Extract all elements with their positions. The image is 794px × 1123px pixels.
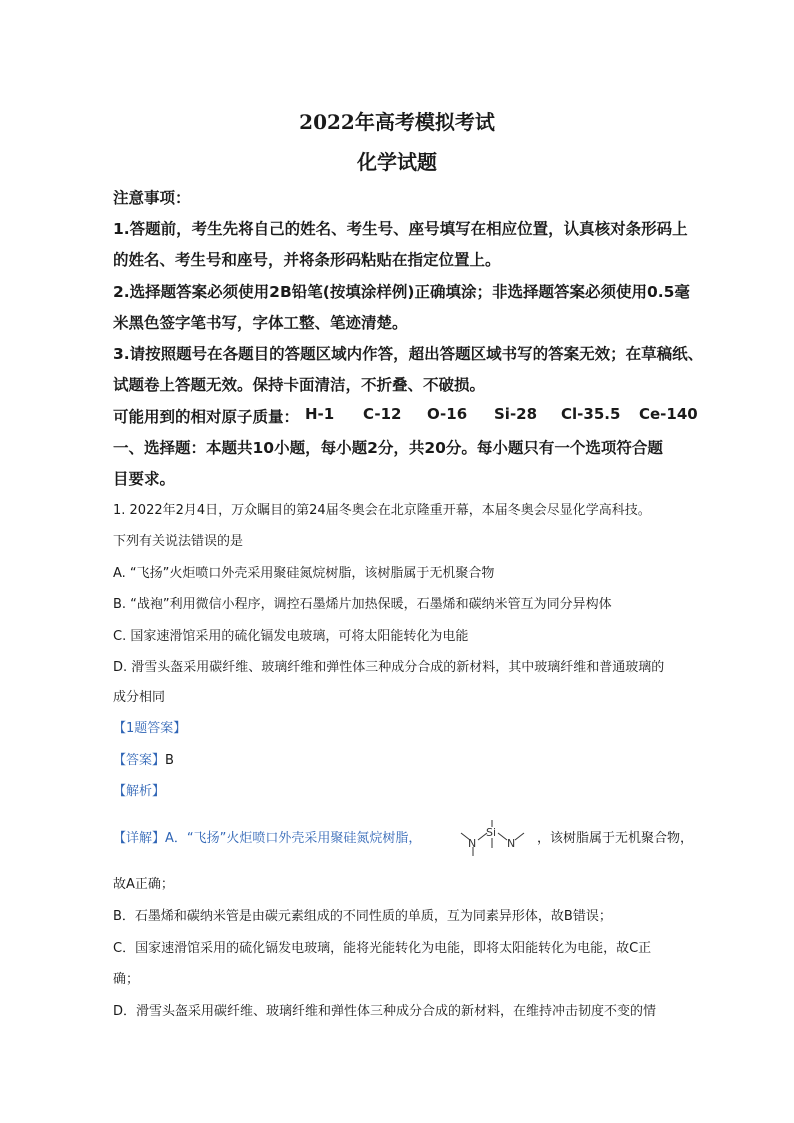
answer-value: B: [165, 753, 174, 768]
detail-line: 故A正确；: [113, 877, 174, 892]
nitrogen-atom: N: [468, 837, 477, 850]
silicon-atom: Si: [486, 826, 497, 839]
option-a: A. “飞扬”火炬喷口外壳采用聚硅氮烷树脂，该树脂属于无机聚合物: [113, 566, 495, 581]
bond: [498, 833, 507, 840]
detail-line: B．石墨烯和碳纳米管是由碳元素组成的不同性质的单质，互为同素异形体，故B错误；: [113, 909, 612, 924]
notes-line: 试题卷上答题无效。保持卡面清洁，不折叠、不破损。: [113, 376, 486, 394]
atomic-mass-item: O-16: [427, 405, 468, 423]
atomic-mass-item: Ce-140: [639, 405, 698, 423]
atomic-mass-item: H-1: [305, 405, 335, 423]
exam-subtitle: 化学试题: [357, 150, 437, 174]
section-heading: 目要求。: [113, 470, 176, 488]
option-d: D. 滑雪头盔采用碳纤维、玻璃纤维和弹性体三种成分合成的新材料，其中玻璃纤维和普通玻璃的: [113, 660, 665, 675]
exam-title: 2022年高考模拟考试: [299, 110, 495, 134]
detail-line: D．滑雪头盔采用碳纤维、玻璃纤维和弹性体三种成分合成的新材料，在维持冲击韧度不变的情: [113, 1004, 657, 1019]
option-d-cont: 成分相同: [113, 690, 166, 705]
notes-line: 3.请按照题号在各题目的答题区域内作答，超出答题区域书写的答案无效；在草稿纸、: [113, 345, 704, 363]
detail-a-text-cont: ，该树脂属于无机聚合物，: [537, 831, 694, 846]
option-c: C. 国家速滑馆采用的硫化镉发电玻璃，可将太阳能转化为电能: [113, 629, 469, 644]
atomic-mass-item: Si-28: [494, 405, 538, 423]
detail-a-text: 【详解】A．“飞扬”火炬喷口外壳采用聚硅氮烷树脂，: [113, 831, 422, 846]
question-stem: 下列有关说法错误的是: [113, 534, 244, 549]
polysilazane-structure: [456, 818, 528, 864]
bond: [515, 833, 524, 840]
answer-label: 【答案】: [113, 753, 166, 768]
detail-a-line: [113, 827, 421, 846]
notes-line: 的姓名、考生号和座号，并将条形码粘贴在指定位置上。: [113, 251, 501, 269]
atomic-mass-item: C-12: [363, 405, 402, 423]
analysis-tag: 【解析】: [113, 784, 166, 799]
notes-line: 1.答题前，考生先将自己的姓名、考生号、座号填写在相应位置，认真核对条形码上: [113, 220, 688, 238]
notes-line: 米黑色签字笔书写，字体工整、笔迹清楚。: [113, 314, 408, 332]
option-b: B. “战袍”利用微信小程序，调控石墨烯片加热保暖，石墨烯和碳纳米管互为同分异构体: [113, 597, 612, 612]
answer-line: [113, 749, 174, 768]
notes-heading: 注意事项：: [113, 189, 191, 207]
section-heading: 一、选择题：本题共10小题，每小题2分，共20分。每小题只有一个选项符合题: [113, 439, 663, 457]
nitrogen-atom: N: [507, 837, 516, 850]
detail-line: 确；: [113, 972, 140, 987]
atomic-mass-item: Cl-35.5: [561, 405, 621, 423]
atomic-mass-label: 可能用到的相对原子质量：: [113, 408, 300, 426]
answer-tag: 【1题答案】: [113, 721, 187, 736]
notes-line: 2.选择题答案必须使用2B铅笔(按填涂样例)正确填涂；非选择题答案必须使用0.5毫: [113, 283, 690, 301]
question-stem: 1. 2022年2月4日，万众瞩目的第24届冬奥会在北京隆重开幕，本届冬奥会尽显化学高科技。: [113, 503, 651, 518]
detail-line: C．国家速滑馆采用的硫化镉发电玻璃，能将光能转化为电能，即将太阳能转化为电能，故C正: [113, 941, 652, 956]
